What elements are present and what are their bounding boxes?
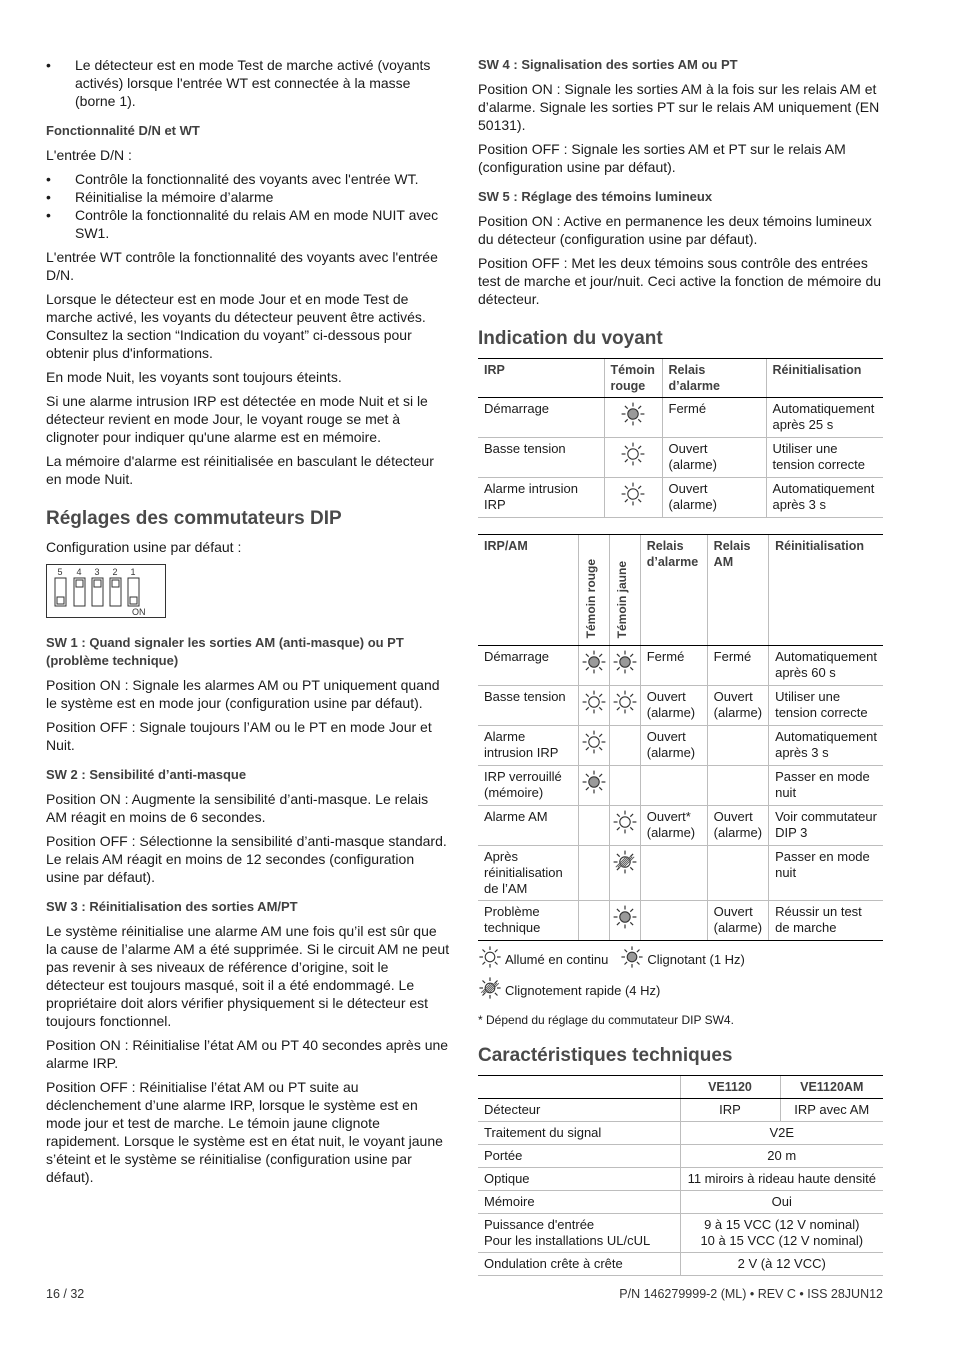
spec-label: Puissance d'entrée Pour les installations UL/cUL bbox=[478, 1214, 680, 1253]
dip-number: 3 bbox=[94, 567, 100, 577]
red-led-cell bbox=[578, 901, 609, 941]
spec-value: 11 miroirs à rideau haute densité bbox=[680, 1168, 883, 1191]
yellow-led-cell bbox=[609, 726, 640, 766]
spec-label: Traitement du signal bbox=[478, 1122, 680, 1145]
table-header bbox=[609, 535, 640, 646]
irp-am-led-table bbox=[478, 534, 883, 941]
bullet-item: • Le détecteur est en mode Test de marche activé (voyants activés) lorsque l'entrée WT est connectée à la masse (borne 1). bbox=[46, 56, 450, 110]
reset-cell: Automatiquement après 3 s bbox=[769, 726, 883, 766]
state-cell: Alarme intrusion IRP bbox=[478, 478, 604, 518]
relay-cell: Ouvert (alarme) bbox=[640, 726, 707, 766]
spec-label: Mémoire bbox=[478, 1191, 680, 1214]
sw4-paragraphs bbox=[478, 80, 883, 176]
led-fast-flash-icon bbox=[478, 976, 505, 1005]
am-relay-cell: Fermé bbox=[707, 646, 768, 686]
red-led-cell bbox=[578, 846, 609, 901]
am-relay-cell: Ouvert (alarme) bbox=[707, 901, 768, 941]
legend-flash-label: Clignotant (1 Hz) bbox=[647, 951, 745, 967]
state-cell: IRP verrouillé (mémoire) bbox=[478, 766, 578, 806]
am-relay-cell: Ouvert (alarme) bbox=[707, 806, 768, 846]
spec-value: 2 V (à 12 VCC) bbox=[680, 1253, 883, 1276]
table-row bbox=[478, 478, 883, 518]
am-relay-cell bbox=[707, 726, 768, 766]
led-flash-icon bbox=[581, 663, 607, 678]
table-header: VE1120AM bbox=[780, 1076, 883, 1099]
spec-value: Oui bbox=[680, 1191, 883, 1214]
table-header: Relais AM bbox=[707, 535, 768, 646]
paragraph: Position ON : Augmente la sensibilité d’anti-masque. Le relais AM réagit en moins de 6 secondes. bbox=[46, 791, 429, 825]
spec-value: 20 m bbox=[680, 1145, 883, 1168]
reset-cell: Réussir un test de marche bbox=[769, 901, 883, 941]
relay-cell: Ouvert (alarme) bbox=[662, 478, 766, 518]
yellow-led-cell bbox=[609, 766, 640, 806]
paragraph: Position ON : Signale les alarmes AM ou PT uniquement quand le système est en mode jour (configuration usine par défaut). bbox=[46, 677, 440, 711]
paragraph: Position ON : Réinitialise l’état AM ou PT 40 secondes après une alarme IRP. bbox=[46, 1037, 449, 1071]
table-header: VE1120 bbox=[680, 1076, 780, 1099]
sw2-paragraphs bbox=[46, 790, 450, 886]
spec-label: Portée bbox=[478, 1145, 680, 1168]
led-flash-icon bbox=[620, 415, 646, 430]
table-row bbox=[478, 726, 883, 766]
reset-cell: Utiliser une tension correcte bbox=[766, 438, 883, 478]
table-header: IRP bbox=[478, 359, 604, 398]
table-header-label: Témoin jaune bbox=[614, 560, 629, 638]
paragraph: Si une alarme intrusion IRP est détectée en mode Nuit et si le détecteur revient en mode Jour, le voyant rouge se met à clignoter pour indiquer qu'une alarme est en mémoire. bbox=[46, 393, 428, 445]
relay-cell: Fermé bbox=[640, 646, 707, 686]
dip-on-label: ON bbox=[132, 607, 146, 617]
table-row bbox=[478, 646, 883, 686]
table-row bbox=[478, 1191, 883, 1214]
led-flash-icon bbox=[620, 945, 647, 974]
sw1-heading: SW 1 : Quand signaler les sorties AM (anti-masque) ou PT (problème technique) bbox=[46, 635, 404, 668]
spec-value: V2E bbox=[680, 1122, 883, 1145]
sw4-heading: SW 4 : Signalisation des sorties AM ou PT bbox=[478, 57, 738, 72]
spec-value: IRP bbox=[680, 1099, 780, 1122]
irp-led-table bbox=[478, 358, 883, 518]
spec-label: Optique bbox=[478, 1168, 680, 1191]
red-led-cell bbox=[604, 398, 662, 438]
paragraph: En mode Nuit, les voyants sont toujours éteints. bbox=[46, 369, 342, 385]
dn-paragraphs bbox=[46, 248, 450, 488]
reset-cell: Passer en mode nuit bbox=[769, 766, 883, 806]
spec-table bbox=[478, 1075, 883, 1276]
spec-heading: Caractéristiques techniques bbox=[478, 1045, 733, 1066]
paragraph: La mémoire d'alarme est réinitialisée en basculant le détecteur en mode Nuit. bbox=[46, 453, 434, 487]
relay-cell: Fermé bbox=[662, 398, 766, 438]
dip-number: 1 bbox=[130, 567, 136, 577]
led-on-icon bbox=[581, 703, 607, 718]
right-column bbox=[478, 56, 883, 1276]
dn-input-label: L'entrée D/N : bbox=[46, 147, 132, 163]
state-cell: Problème technique bbox=[478, 901, 578, 941]
state-cell: Alarme intrusion IRP bbox=[478, 726, 578, 766]
led-on-icon bbox=[478, 945, 505, 974]
relay-cell bbox=[640, 901, 707, 941]
state-cell: Basse tension bbox=[478, 438, 604, 478]
dip-number: 5 bbox=[57, 567, 63, 577]
sw3-heading: SW 3 : Réinitialisation des sorties AM/PT bbox=[46, 899, 298, 914]
bullet-item: • Contrôle la fonctionnalité des voyants avec l'entrée WT. bbox=[46, 170, 450, 188]
state-cell: Démarrage bbox=[478, 646, 578, 686]
dn-bullets bbox=[46, 170, 450, 242]
table-row bbox=[478, 846, 883, 901]
table-row bbox=[478, 438, 883, 478]
table-row bbox=[478, 1253, 883, 1276]
sw1-paragraphs bbox=[46, 676, 450, 754]
red-led-cell bbox=[604, 478, 662, 518]
led-flash-icon bbox=[581, 783, 607, 798]
relay-cell bbox=[640, 766, 707, 806]
legend-footnote: * Dépend du réglage du commutateur DIP SW4. bbox=[478, 1013, 734, 1027]
paragraph: L'entrée WT contrôle la fonctionnalité des voyants avec l'entrée D/N. bbox=[46, 249, 438, 283]
sw3-paragraphs bbox=[46, 922, 450, 1186]
table-row bbox=[478, 1145, 883, 1168]
red-led-cell bbox=[578, 646, 609, 686]
red-led-cell bbox=[578, 766, 609, 806]
relay-cell bbox=[640, 846, 707, 901]
reset-cell: Automatiquement après 3 s bbox=[766, 478, 883, 518]
state-cell: Après réinitialisation de l’AM bbox=[478, 846, 578, 901]
spec-label: Ondulation crête à crête bbox=[478, 1253, 680, 1276]
led-on-icon bbox=[612, 703, 638, 718]
am-relay-cell: Ouvert (alarme) bbox=[707, 686, 768, 726]
reset-cell: Automatiquement après 60 s bbox=[769, 646, 883, 686]
spec-value: IRP avec AM bbox=[780, 1099, 883, 1122]
page-number: 16 / 32 bbox=[46, 1287, 85, 1301]
yellow-led-cell bbox=[609, 806, 640, 846]
state-cell: Basse tension bbox=[478, 686, 578, 726]
led-on-icon bbox=[620, 495, 646, 510]
state-cell: Alarme AM bbox=[478, 806, 578, 846]
led-flash-icon bbox=[612, 663, 638, 678]
paragraph: Position OFF : Réinitialise l’état AM ou PT suite au déclenchement d’une alarme IRP, lorsque le système est en mode jour et test de marche. Le témoin jaune clignote rapidement. Lorsque le système est en état nuit, le voyant jaune s’éteint et le système se réinitialise (configuration usine par défaut). bbox=[46, 1079, 443, 1185]
dn-wt-heading: Fonctionnalité D/N et WT bbox=[46, 123, 200, 138]
relay-cell: Ouvert* (alarme) bbox=[640, 806, 707, 846]
relay-cell: Ouvert (alarme) bbox=[662, 438, 766, 478]
red-led-cell bbox=[578, 686, 609, 726]
sw2-heading: SW 2 : Sensibilité d’anti-masque bbox=[46, 767, 247, 782]
reset-cell: Passer en mode nuit bbox=[769, 846, 883, 901]
paragraph: Position OFF : Sélectionne la sensibilité d’anti-masque standard. Le relais AM réagit en moins de 12 secondes (configuration usine par défaut). bbox=[46, 833, 447, 885]
left-column bbox=[46, 56, 450, 1192]
table-row bbox=[478, 806, 883, 846]
led-on-icon bbox=[620, 455, 646, 470]
paragraph: Position OFF : Met les deux témoins sous contrôle des entrées test de marche et jour/nuit. Ceci active la fonction de mémoire du détecteur. bbox=[478, 255, 882, 307]
paragraph: Position ON : Active en permanence les deux témoins lumineux du détecteur (configuration usine par défaut). bbox=[478, 213, 872, 247]
bullet-item: • Contrôle la fonctionnalité du relais AM en mode NUIT avec SW1. bbox=[46, 206, 450, 242]
legend-on-label: Allumé en continu bbox=[505, 951, 609, 967]
table-row bbox=[478, 901, 883, 941]
table-header: IRP/AM bbox=[478, 535, 578, 646]
dip-switch-diagram bbox=[46, 564, 166, 618]
reset-cell: Automatiquement après 25 s bbox=[766, 398, 883, 438]
led-legend bbox=[478, 945, 883, 1029]
spec-value: 9 à 15 VCC (12 V nominal) 10 à 15 VCC (12 V nominal) bbox=[680, 1214, 883, 1253]
relay-cell: Ouvert (alarme) bbox=[640, 686, 707, 726]
table-header: Réinitialisation bbox=[769, 535, 883, 646]
paragraph: Position OFF : Signale les sorties AM et PT sur le relais AM (configuration usine par défaut). bbox=[478, 141, 846, 175]
table-row bbox=[478, 1168, 883, 1191]
table-header: Relais d’alarme bbox=[662, 359, 766, 398]
table-row bbox=[478, 1122, 883, 1145]
part-number: P/N 146279999-2 (ML) • REV C • ISS 28JUN12 bbox=[619, 1287, 883, 1301]
paragraph: Lorsque le détecteur est en mode Jour et en mode Test de marche activé, les voyants du détecteur peuvent être activés. Consultez la section “Indication du voyant” ci-dessous pour obtenir plus d'informations. bbox=[46, 291, 426, 361]
bullet-item: • Réinitialise la mémoire d’alarme bbox=[46, 188, 450, 206]
led-on-icon bbox=[581, 743, 607, 758]
yellow-led-cell bbox=[609, 901, 640, 941]
table-header bbox=[578, 535, 609, 646]
table-header-label: Témoin rouge bbox=[583, 558, 598, 638]
led-on-icon bbox=[612, 823, 638, 838]
table-row bbox=[478, 1099, 883, 1122]
paragraph: Le système réinitialise une alarme AM une fois qu’il est sûr que la cause de l’alarme AM a été supprimée. Si le circuit AM ne peut pas revenir à ses niveaux de référence d’origine, soit le détecteur est toujours masqué, soit il a été endommagé. Le propriétaire doit alors vérifier physiquement si le détecteur est toujours fonctionnel. bbox=[46, 923, 450, 1029]
reset-cell: Utiliser une tension correcte bbox=[769, 686, 883, 726]
red-led-cell bbox=[604, 438, 662, 478]
state-cell: Démarrage bbox=[478, 398, 604, 438]
table-header: Relais d’alarme bbox=[640, 535, 707, 646]
legend-fast-label: Clignotement rapide (4 Hz) bbox=[505, 982, 661, 998]
table-row bbox=[478, 686, 883, 726]
dip-number: 2 bbox=[112, 567, 118, 577]
intro-bullets bbox=[46, 56, 450, 110]
am-relay-cell bbox=[707, 766, 768, 806]
red-led-cell bbox=[578, 806, 609, 846]
paragraph: Position ON : Signale les sorties AM à la fois sur les relais AM et d’alarme. Signale les sorties PT sur le relais AM uniquement (EN 50131). bbox=[478, 81, 880, 133]
yellow-led-cell bbox=[609, 646, 640, 686]
paragraph: Position OFF : Signale toujours l’AM ou le PT en mode Jour et Nuit. bbox=[46, 719, 432, 753]
led-fast-flash-icon bbox=[612, 863, 638, 878]
sw5-paragraphs bbox=[478, 212, 883, 308]
table-row bbox=[478, 1214, 883, 1253]
sw5-heading: SW 5 : Réglage des témoins lumineux bbox=[478, 189, 713, 204]
am-relay-cell bbox=[707, 846, 768, 901]
table-header: Réinitialisation bbox=[766, 359, 883, 398]
table-header bbox=[478, 1076, 680, 1099]
led-flash-icon bbox=[612, 918, 638, 933]
yellow-led-cell bbox=[609, 686, 640, 726]
spec-label: Détecteur bbox=[478, 1099, 680, 1122]
table-row bbox=[478, 398, 883, 438]
table-row bbox=[478, 766, 883, 806]
led-heading: Indication du voyant bbox=[478, 328, 663, 349]
dip-heading: Réglages des commutateurs DIP bbox=[46, 508, 342, 529]
yellow-led-cell bbox=[609, 846, 640, 901]
dip-default-label: Configuration usine par défaut : bbox=[46, 539, 242, 555]
dip-number: 4 bbox=[76, 567, 82, 577]
red-led-cell bbox=[578, 726, 609, 766]
table-header: Témoin rouge bbox=[604, 359, 662, 398]
reset-cell: Voir commutateur DIP 3 bbox=[769, 806, 883, 846]
